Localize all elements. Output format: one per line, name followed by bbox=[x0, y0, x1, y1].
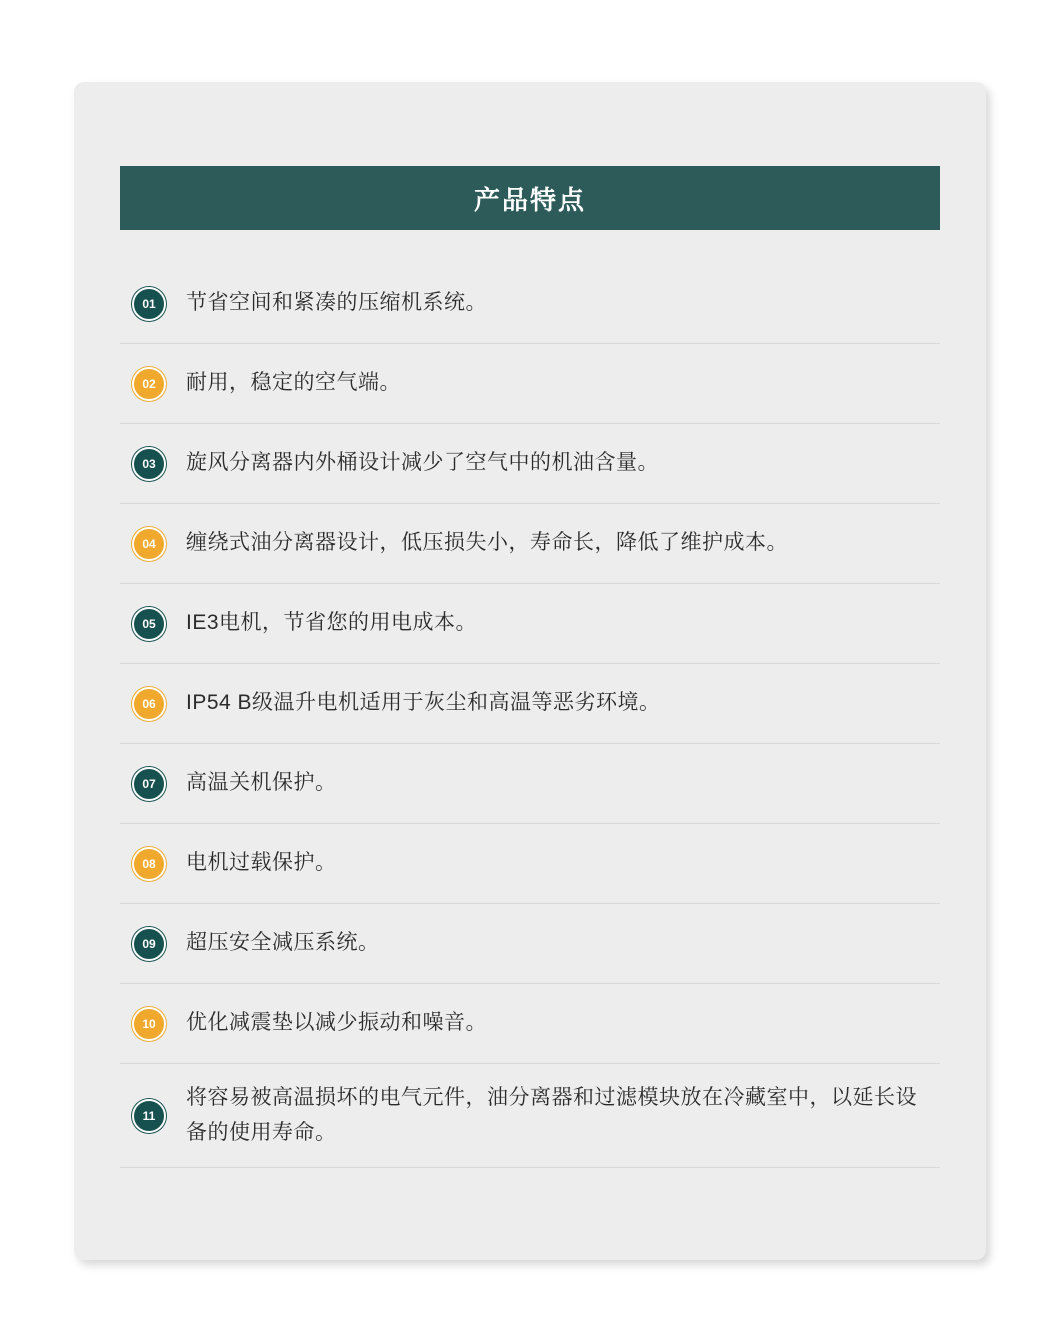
list-item bbox=[120, 744, 940, 824]
list-item bbox=[120, 1064, 940, 1168]
item-number-badge: 07 bbox=[132, 767, 166, 801]
item-number-badge: 03 bbox=[132, 447, 166, 481]
list-item-text: 电机过载保护。 bbox=[186, 851, 337, 875]
item-number-badge: 09 bbox=[132, 927, 166, 961]
list-item-text: 节省空间和紧凑的压缩机系统。 bbox=[186, 291, 487, 315]
item-number-badge: 05 bbox=[132, 607, 166, 641]
list-item bbox=[120, 904, 940, 984]
list-item-text: IE3电机，节省您的用电成本。 bbox=[186, 611, 478, 635]
list-item bbox=[120, 424, 940, 504]
item-number-badge: 02 bbox=[132, 367, 166, 401]
item-number-badge: 10 bbox=[132, 1007, 166, 1041]
list-item-text: 耐用，稳定的空气端。 bbox=[186, 371, 401, 395]
item-number-badge: 11 bbox=[132, 1099, 166, 1133]
list-item-text: 优化减震垫以减少振动和噪音。 bbox=[186, 1011, 487, 1035]
list-item bbox=[120, 984, 940, 1064]
list-item bbox=[120, 664, 940, 744]
item-number-badge: 06 bbox=[132, 687, 166, 721]
list-item-text: 超压安全减压系统。 bbox=[186, 931, 380, 955]
list-item-text: 缠绕式油分离器设计，低压损失小，寿命长，降低了维护成本。 bbox=[186, 531, 788, 555]
list-item bbox=[120, 504, 940, 584]
list-item bbox=[120, 264, 940, 344]
list-item-text: 高温关机保护。 bbox=[186, 771, 337, 795]
item-number-badge: 08 bbox=[132, 847, 166, 881]
product-features-card bbox=[74, 82, 986, 1260]
card-header bbox=[120, 166, 940, 230]
list-item-text: 将容易被高温损坏的电气元件，油分离器和过滤模块放在冷藏室中，以延长设备的使用寿命。 bbox=[186, 1085, 917, 1144]
item-number-badge: 04 bbox=[132, 527, 166, 561]
list-item bbox=[120, 824, 940, 904]
feature-list bbox=[120, 264, 940, 1168]
list-item-text: IP54 B级温升电机适用于灰尘和高温等恶劣环境。 bbox=[186, 691, 661, 715]
item-number-badge: 01 bbox=[132, 287, 166, 321]
list-item-text: 旋风分离器内外桶设计减少了空气中的机油含量。 bbox=[186, 451, 659, 475]
page-title: 产品特点 bbox=[473, 184, 586, 215]
list-item bbox=[120, 584, 940, 664]
list-item bbox=[120, 344, 940, 424]
